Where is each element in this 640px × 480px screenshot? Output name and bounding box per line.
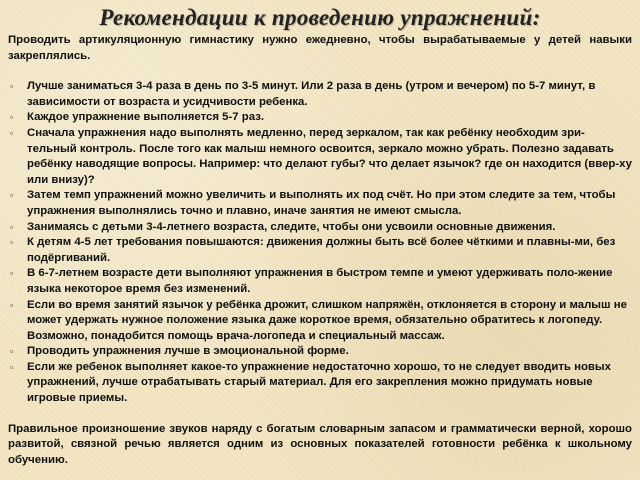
list-item <box>8 266 632 297</box>
list-item-text: Каждое упражнение выполняется 5-7 раз. <box>27 111 265 124</box>
square-bullet-icon: ▫ <box>10 268 14 279</box>
list-item <box>8 110 632 126</box>
list-item <box>8 126 632 188</box>
list-item-text: Лучше заниматься 3-4 раза в день по 3-5 минут. Или 2 раза в день (утром и вечером) по 5-7 минут, в зависимости от возраста и усидчивости ребенка. <box>27 80 596 108</box>
square-bullet-icon: ▫ <box>10 299 14 310</box>
square-bullet-icon: ▫ <box>10 221 14 232</box>
list-item <box>8 79 632 110</box>
list-item-text: В 6-7-летнем возрасте дети выполняют упражнения в быстром темпе и умеют удерживать поло-жение языка некоторое время без изменений. <box>27 267 613 295</box>
list-item-text: Если во время занятий язычок у ребёнка дрожит, слишком напряжён, отклоняется в сторону и малыш не может удержать нужное положение языка даже короткое время, обязательно обратитесь к логопеду. Возможно, понадобится помощь врача-логопеда и специальный массаж. <box>27 298 627 342</box>
list-item <box>8 344 632 360</box>
intro-paragraph: Проводить артикуляционную гимнастику нужно ежедневно, чтобы вырабатываемые у детей навыки закреплялись. <box>8 34 632 62</box>
slide-title: Рекомендации к проведению упражнений: <box>99 5 541 30</box>
list-item-text: Затем темп упражнений можно увеличить и выполнять их под счёт. Но при этом следите за тем, чтобы упражнения выполнялись точно и плавно, иначе занятия не имеют смысла. <box>27 189 616 217</box>
list-item <box>8 360 632 407</box>
list-item <box>8 298 632 345</box>
list-item <box>8 220 632 236</box>
conclusion-paragraph: Правильное произношение звуков наряду с богатым словарным запасом и грамматически верной, хорошо развитой, связной речью является одним из основных показателей готовности ребёнка к школьному обучению. <box>8 422 632 466</box>
list-item <box>8 235 632 266</box>
list-item <box>8 188 632 219</box>
square-bullet-icon: ▫ <box>10 190 14 201</box>
list-item-text: Если же ребенок выполняет какое-то упражнение недостаточно хорошо, то не следует вводить новых упражнений, лучше отрабатывать старый материал. Для его закрепления можно придумать новые игровые приемы. <box>27 360 611 405</box>
square-bullet-icon: ▫ <box>10 237 14 248</box>
square-bullet-icon: ▫ <box>10 346 14 357</box>
recommendations-list <box>8 79 632 406</box>
list-item-text: Сначала упражнения надо выполнять медленно, перед зеркалом, так как ребёнку необходим зри-тельный контроль. После того как малыш немного освоится, зеркало можно убрать. Полезно задавать ребёнку наводящие вопросы. Например: что делают губы? что делает язычок? где он находится (ввер-ху или внизу)? <box>27 126 632 186</box>
square-bullet-icon: ▫ <box>10 112 14 123</box>
list-item-text: Занимаясь с детьми 3-4-летнего возраста, следите, чтобы они усвоили основные движения. <box>27 220 556 233</box>
square-bullet-icon: ▫ <box>10 127 14 138</box>
square-bullet-icon: ▫ <box>10 361 14 372</box>
list-item-text: Проводить упражнения лучше в эмоциональной форме. <box>27 345 349 358</box>
list-item-text: К детям 4-5 лет требования повышаются: движения должны быть всё более чёткими и плавны-ми, без подёргиваний. <box>27 236 616 264</box>
square-bullet-icon: ▫ <box>10 81 14 92</box>
